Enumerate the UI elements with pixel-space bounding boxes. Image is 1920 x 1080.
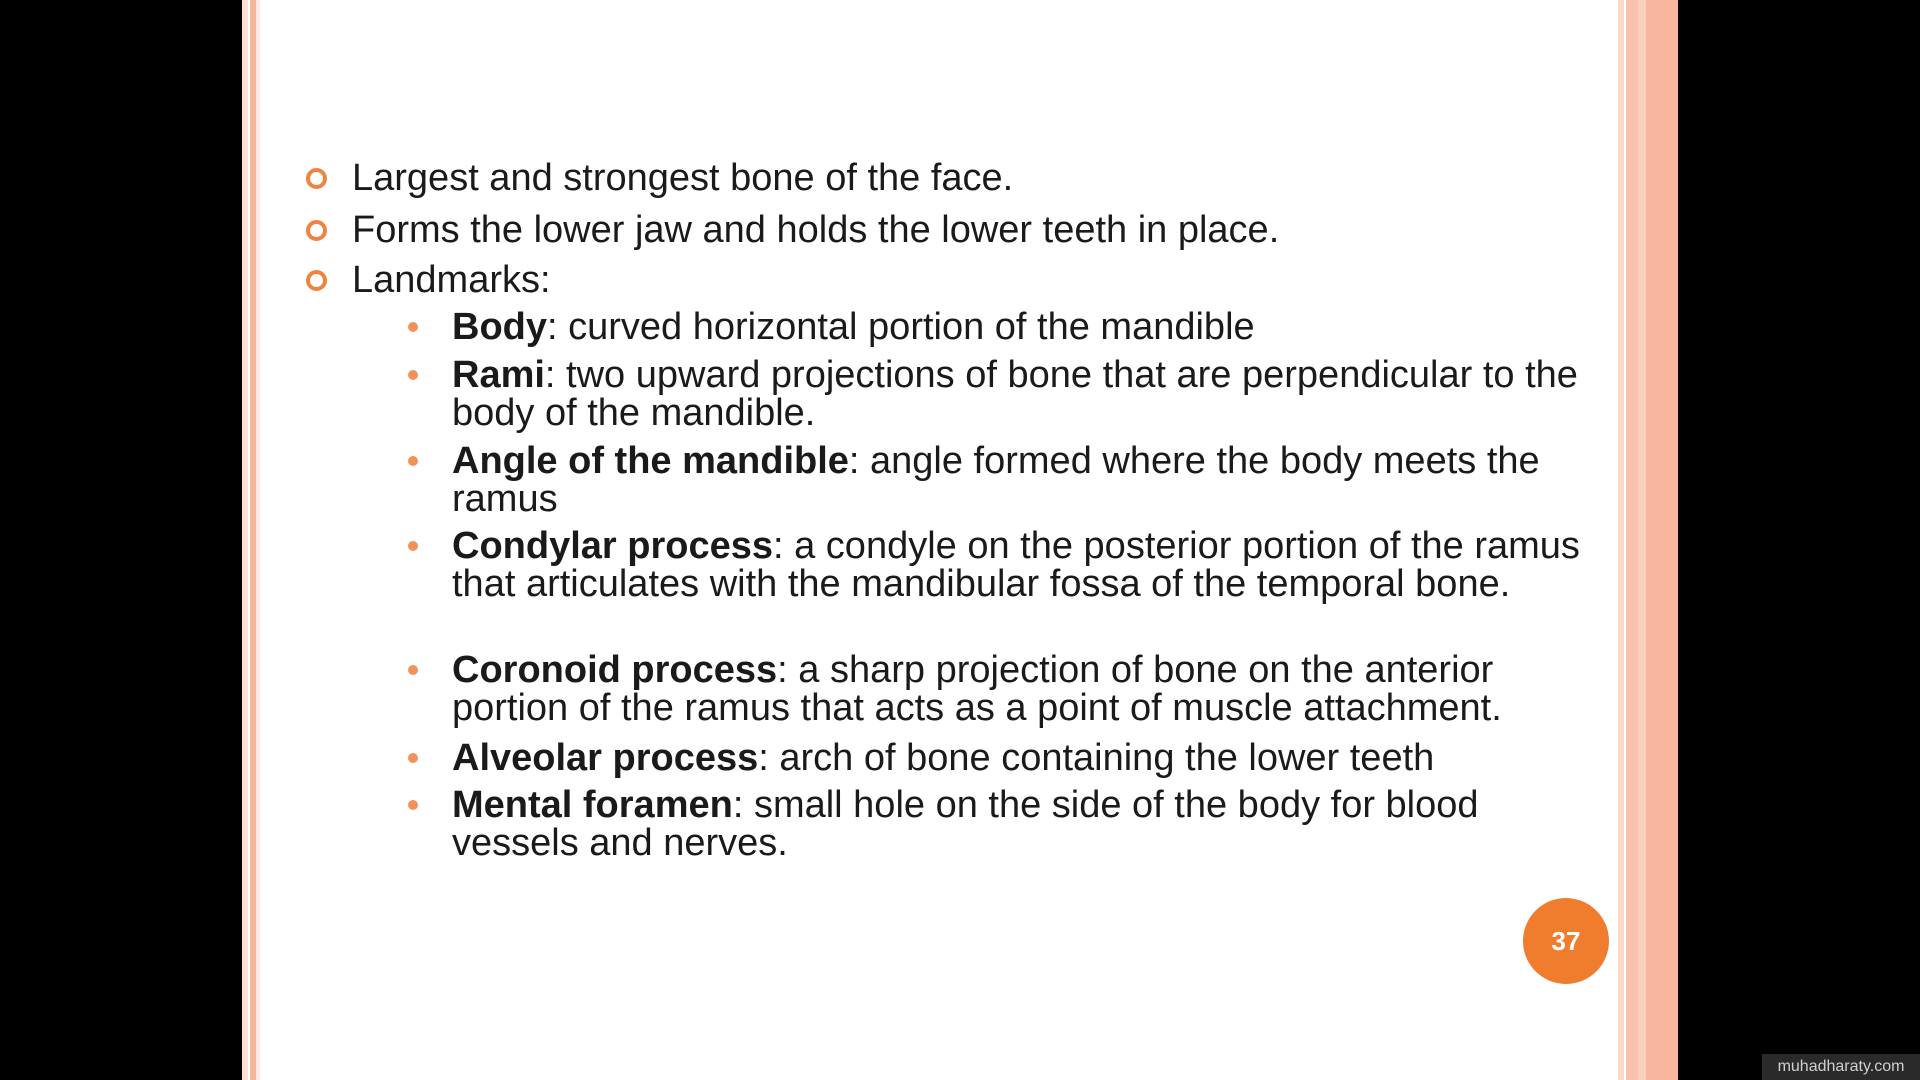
- landmark-item-angle: [452, 442, 1602, 518]
- landmark-desc: : two upward projections of bone that are perpendicular to the body of the mandible.: [452, 354, 1578, 434]
- landmark-term: Condylar process: [452, 525, 773, 567]
- bullet-level1: [352, 258, 551, 302]
- dot-bullet-icon: [408, 753, 418, 763]
- landmark-term: Coronoid process: [452, 649, 778, 691]
- landmark-desc: : curved horizontal portion of the mandible: [547, 306, 1255, 348]
- page-number: 37: [1551, 925, 1581, 956]
- watermark-text: muhadharaty.com: [1777, 1058, 1905, 1075]
- right-border-stripe: [1646, 0, 1678, 1080]
- landmark-item-condylar: [452, 527, 1602, 603]
- ring-bullet-icon: [306, 270, 327, 291]
- bullet-level1: [352, 208, 1279, 252]
- landmark-term: Angle of the mandible: [452, 440, 849, 482]
- landmark-desc: : a condyle on the posterior portion of the ramus that articulates with the mandibular fossa of the temporal bone.: [452, 525, 1580, 605]
- landmark-term: Rami: [452, 354, 545, 396]
- right-border-stripe: [1626, 0, 1638, 1080]
- dot-bullet-icon: [408, 665, 418, 675]
- landmark-item-alveolar: [452, 739, 1602, 777]
- dot-bullet-icon: [408, 541, 418, 551]
- bullet-text: Landmarks:: [352, 259, 551, 301]
- dot-bullet-icon: [408, 322, 418, 332]
- ring-bullet-icon: [306, 220, 327, 241]
- ring-bullet-icon: [306, 168, 327, 189]
- dot-bullet-icon: [408, 800, 418, 810]
- landmark-term: Alveolar process: [452, 737, 759, 779]
- watermark: [1762, 1054, 1920, 1080]
- landmark-term: Body: [452, 306, 547, 348]
- dot-bullet-icon: [408, 456, 418, 466]
- bullet-level1: [352, 156, 1013, 200]
- dot-bullet-icon: [408, 370, 418, 380]
- landmark-term: Mental foramen: [452, 784, 733, 826]
- right-border-stripe: [1638, 0, 1646, 1080]
- landmark-desc: : a sharp projection of bone on the anterior portion of the ramus that acts as a point of muscle attachment.: [452, 649, 1502, 729]
- page-number-badge: [1523, 898, 1609, 984]
- landmark-item-coronoid: [452, 651, 1602, 727]
- bullet-text: Forms the lower jaw and holds the lower teeth in place.: [352, 209, 1280, 251]
- slide: [242, 0, 1678, 1080]
- bullet-text: Largest and strongest bone of the face.: [352, 157, 1014, 199]
- slide-content: [242, 0, 1618, 1080]
- landmark-desc: : small hole on the side of the body for blood vessels and nerves.: [452, 784, 1479, 864]
- landmark-item-body: [452, 308, 1602, 346]
- landmark-item-mental-foramen: [452, 786, 1602, 862]
- landmark-desc: : arch of bone containing the lower teeth: [758, 737, 1435, 779]
- landmark-item-rami: [452, 356, 1602, 432]
- landmark-desc: : angle formed where the body meets the ramus: [452, 440, 1540, 520]
